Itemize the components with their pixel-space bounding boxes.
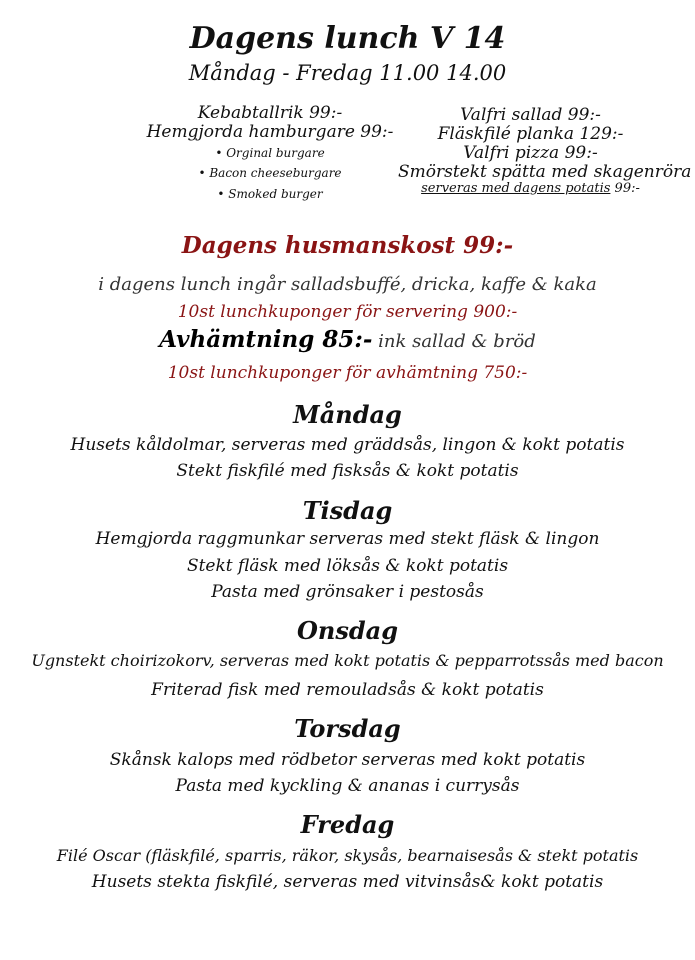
menu-item-plank: Fläskfilé planka 129:- (437, 124, 624, 145)
dish: Skånsk kalops med rödbetor serveras med kokt potatis (109, 750, 586, 770)
dish: Friterad fisk med remouladsås & kokt potatis (151, 680, 544, 700)
menu-item-plaice: Smörstekt spätta med skagenröra (398, 162, 692, 183)
menu-item-kebab: Kebabtallrik 99:- (197, 103, 343, 123)
pickup-note: ink sallad & bröd (372, 331, 536, 352)
day-heading-monday: Måndag (293, 400, 402, 429)
day-heading-friday: Fredag (300, 810, 395, 839)
day-heading-wednesday: Onsdag (297, 616, 398, 645)
menu-title: Dagens lunch V 14 (189, 21, 506, 56)
opening-hours: Måndag - Fredag 11.00 14.00 (188, 61, 507, 85)
coupon-pickup: 10st lunchkuponger för avhämtning 750:- (167, 363, 528, 383)
day-heading-tuesday: Tisdag (302, 496, 393, 525)
burger-option: • Smoked burger (145, 184, 395, 204)
pickup-line (0, 327, 695, 353)
day-heading-thursday: Torsdag (294, 714, 401, 743)
right-column (398, 105, 692, 197)
plaice-note (398, 182, 663, 197)
husmanskost-title: Dagens husmanskost 99:- (181, 232, 514, 259)
dish: Husets stekta fiskfilé, serveras med vitvinsås& kokt potatis (91, 872, 604, 892)
menu-item-pizza: Valfri pizza 99:- (463, 143, 598, 164)
burger-option: • Orginal burgare (145, 143, 395, 163)
dish: Stekt fläsk med löksås & kokt potatis (186, 556, 509, 576)
menu-item-salad: Valfri sallad 99:- (460, 105, 601, 125)
dish: Hemgjorda raggmunkar serveras med stekt fläsk & lingon (95, 529, 600, 549)
lunch-includes: i dagens lunch ingår salladsbuffé, dricka, kaffe & kaka (98, 274, 597, 295)
coupon-serving: 10st lunchkuponger för servering 900:- (177, 302, 518, 322)
pickup-price: Avhämtning 85:- (159, 326, 373, 353)
burger-option: • Bacon cheeseburgare (145, 163, 395, 183)
dish: Filé Oscar (fläskfilé, sparris, räkor, skysås, bearnaisesås & stekt potatis (56, 846, 639, 865)
dish: Pasta med grönsaker i pestosås (211, 582, 484, 602)
plaice-note-price: 99:- (610, 181, 640, 197)
dish: Pasta med kyckling & ananas i currysås (175, 776, 520, 796)
dish: Stekt fiskfilé med fisksås & kokt potatis (176, 461, 519, 481)
plaice-note-text: serveras med dagens potatis (421, 181, 611, 197)
left-column (145, 104, 395, 204)
burger-options (145, 143, 395, 204)
menu-item-hamburger: Hemgjorda hamburgare 99:- (146, 122, 394, 143)
dish: Husets kåldolmar, serveras med gräddsås, lingon & kokt potatis (70, 435, 625, 455)
dish: Ugnstekt choirizokorv, serveras med kokt potatis & pepparrotssås med bacon (31, 651, 664, 670)
